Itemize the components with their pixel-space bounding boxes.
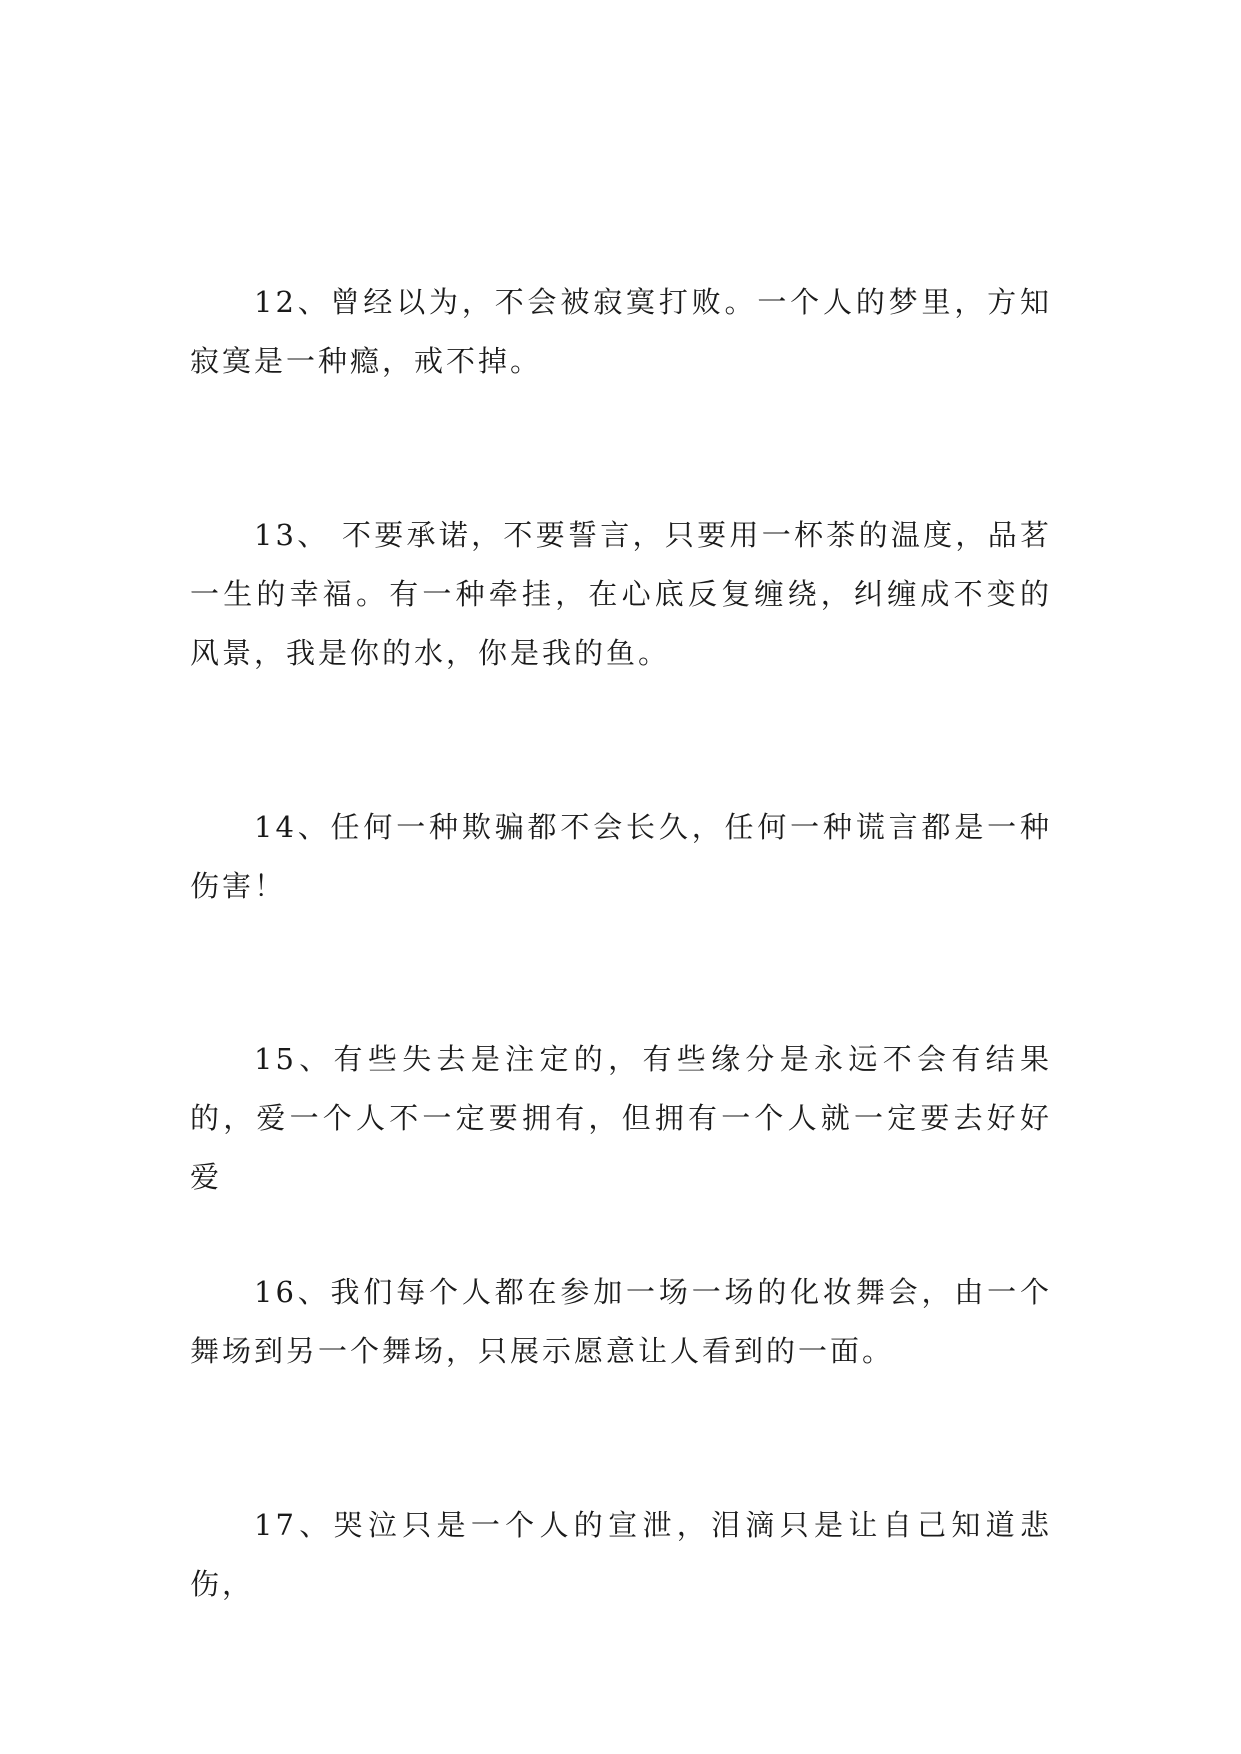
paragraph-16: 16、我们每个人都在参加一场一场的化妆舞会，由一个舞场到另一个舞场，只展示愿意让人看到的一面。 [190, 1275, 1052, 1368]
paragraph-12: 12、曾经以为，不会被寂寞打败。一个人的梦里，方知寂寞是一种瘾，戒不掉。 [190, 285, 1052, 378]
paragraph-13: 13、 不要承诺，不要誓言，只要用一杯茶的温度，品茗一生的幸福。有一种牵挂，在心底反复缠绕，纠缠成不变的风景，我是你的水，你是我的鱼。 [190, 518, 1052, 670]
paragraph-15: 15、有些失去是注定的，有些缘分是永远不会有结果的，爱一个人不一定要拥有，但拥有一个人就一定要去好好爱 [190, 1042, 1052, 1194]
paragraph-14: 14、任何一种欺骗都不会长久，任何一种谎言都是一种伤害！ [190, 810, 1052, 903]
paragraph-17: 17、哭泣只是一个人的宣泄，泪滴只是让自己知道悲伤， [190, 1508, 1052, 1601]
